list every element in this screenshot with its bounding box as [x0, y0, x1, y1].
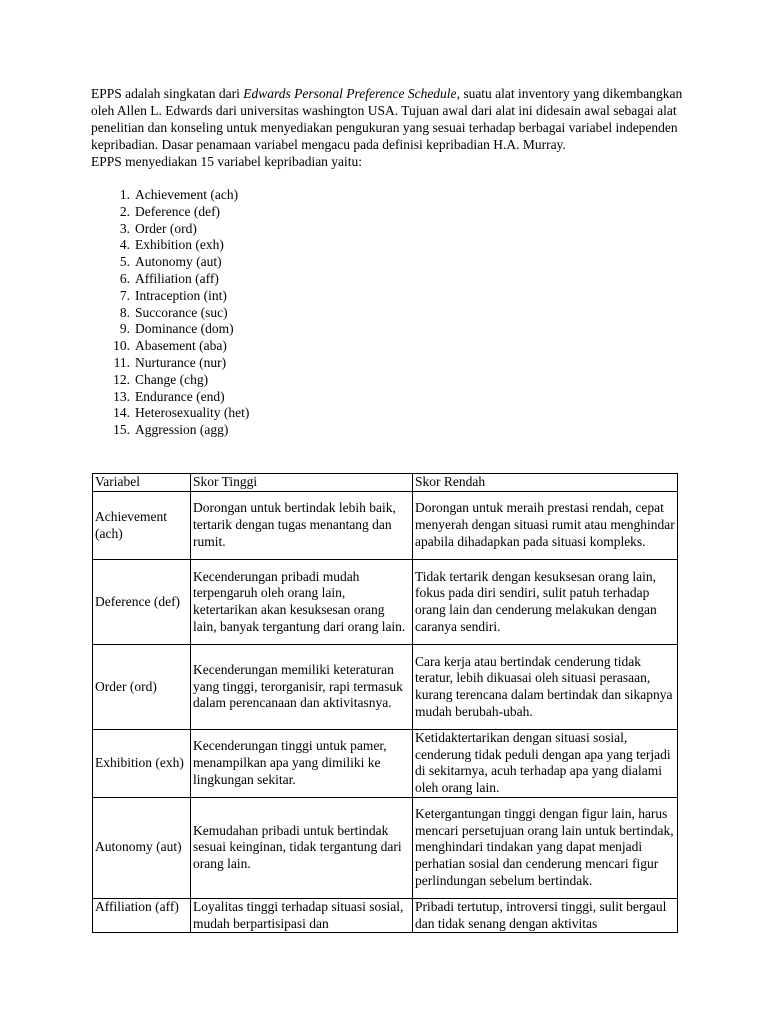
- table-row: [93, 560, 678, 645]
- list-item: 3. Order (ord): [119, 220, 197, 236]
- epps-full-name: Edwards Personal Preference Schedule: [243, 86, 457, 101]
- list-item: 2. Deference (def): [119, 203, 221, 219]
- cell-skor-rendah: Ketergantungan tinggi dengan figur lain, harus mencari persetujuan orang lain untuk bertindak, menghindari tindakan yang dapat menjadi perhatian sosial dan cenderung mencari figur perlindungan sebelum bertindak.: [413, 797, 678, 898]
- variables-list: [91, 187, 691, 439]
- table-row: [93, 797, 678, 898]
- cell-skor-rendah: Ketidaktertarikan dengan situasi sosial, cenderung tidak peduli dengan apa yang terjadi di sekitarnya, acuh terhadap apa yang dialami oleh orang lain.: [413, 730, 678, 798]
- variables-lead: EPPS menyediakan 15 variabel kepribadian yaitu:: [91, 154, 363, 169]
- cell-skor-rendah: Cara kerja atau bertindak cenderung tidak teratur, lebih dikuasai oleh situasi perasaan, kurang terencana dalam bertindak dan sikapnya mudah berubah-ubah.: [413, 645, 678, 730]
- cell-variabel: Order (ord): [93, 645, 191, 730]
- list-item: 12. Change (chg): [113, 371, 209, 387]
- cell-variabel: Deference (def): [93, 560, 191, 645]
- list-item: 13. Endurance (end): [113, 388, 225, 404]
- table-header-row: [93, 474, 678, 492]
- table-row: [93, 492, 678, 560]
- cell-skor-tinggi: Dorongan untuk bertindak lebih baik, tertarik dengan tugas menantang dan rumit.: [191, 492, 413, 560]
- cell-skor-rendah: Tidak tertarik dengan kesuksesan orang lain, fokus pada diri sendiri, sulit patuh terhadap orang lain dan cenderung melakukan dengan caranya sendiri.: [413, 560, 678, 645]
- cell-skor-tinggi: Kemudahan pribadi untuk bertindak sesuai keinginan, tidak tergantung dari orang lain.: [191, 797, 413, 898]
- list-item: 1. Achievement (ach): [119, 187, 239, 202]
- list-item: 11. Nurturance (nur): [113, 354, 227, 370]
- document-body: [91, 85, 691, 439]
- list-item: 4. Exhibition (exh): [119, 237, 224, 253]
- cell-variabel: Affiliation (aff): [93, 898, 191, 932]
- intro-text-start: EPPS adalah singkatan dari: [91, 86, 244, 101]
- list-item: 15. Aggression (agg): [113, 422, 229, 438]
- table-row: [93, 898, 678, 932]
- cell-skor-tinggi: Kecenderungan tinggi untuk pamer, menampilkan apa yang dimiliki ke lingkungan sekitar.: [191, 730, 413, 798]
- intro-text-rest: , suatu alat inventory yang dikembangkan oleh Allen L. Edwards dari universitas washington USA. Tujuan awal dari alat ini didesain awal sebagai alat penelitian dan konseling untuk menyediakan pengukuran yang sesuai terhadap berbagai variabel independen kepribadian. Dasar penamaan variabel mengacu pada definisi kepribadian H.A. Murray.: [91, 86, 683, 152]
- list-item: 14. Heterosexuality (het): [113, 405, 250, 421]
- list-item: 10. Abasement (aba): [113, 338, 227, 354]
- table-row: [93, 645, 678, 730]
- cell-skor-tinggi: Kecenderungan memiliki keteraturan yang tinggi, terorganisir, rapi termasuk dalam perencanaan dan aktivitasnya.: [191, 645, 413, 730]
- header-variabel: Variabel: [93, 474, 191, 492]
- list-item: 8. Succorance (suc): [119, 304, 228, 320]
- header-skor-tinggi: Skor Tinggi: [191, 474, 413, 492]
- header-skor-rendah: Skor Rendah: [413, 474, 678, 492]
- cell-variabel: Exhibition (exh): [93, 730, 191, 798]
- cell-skor-tinggi: Loyalitas tinggi terhadap situasi sosial, mudah berpartisipasi dan: [191, 898, 413, 932]
- cell-variabel: Achievement (ach): [93, 492, 191, 560]
- list-item: 6. Affiliation (aff): [119, 270, 219, 286]
- cell-skor-rendah: Pribadi tertutup, introversi tinggi, sulit bergaul dan tidak senang dengan aktivitas: [413, 898, 678, 932]
- list-item: 7. Intraception (int): [119, 287, 227, 303]
- intro-paragraph: [91, 85, 691, 153]
- list-item: 9. Dominance (dom): [119, 321, 234, 337]
- cell-variabel: Autonomy (aut): [93, 797, 191, 898]
- list-item: 5. Autonomy (aut): [119, 254, 222, 270]
- table-row: [93, 730, 678, 798]
- cell-skor-tinggi: Kecenderungan pribadi mudah terpengaruh oleh orang lain, ketertarikan akan kesuksesan orang lain, banyak tergantung dari orang lain.: [191, 560, 413, 645]
- epps-score-table: [92, 473, 678, 933]
- cell-skor-rendah: Dorongan untuk meraih prestasi rendah, cepat menyerah dengan situasi rumit atau menghindar apabila dihadapkan pada situasi kompleks.: [413, 492, 678, 560]
